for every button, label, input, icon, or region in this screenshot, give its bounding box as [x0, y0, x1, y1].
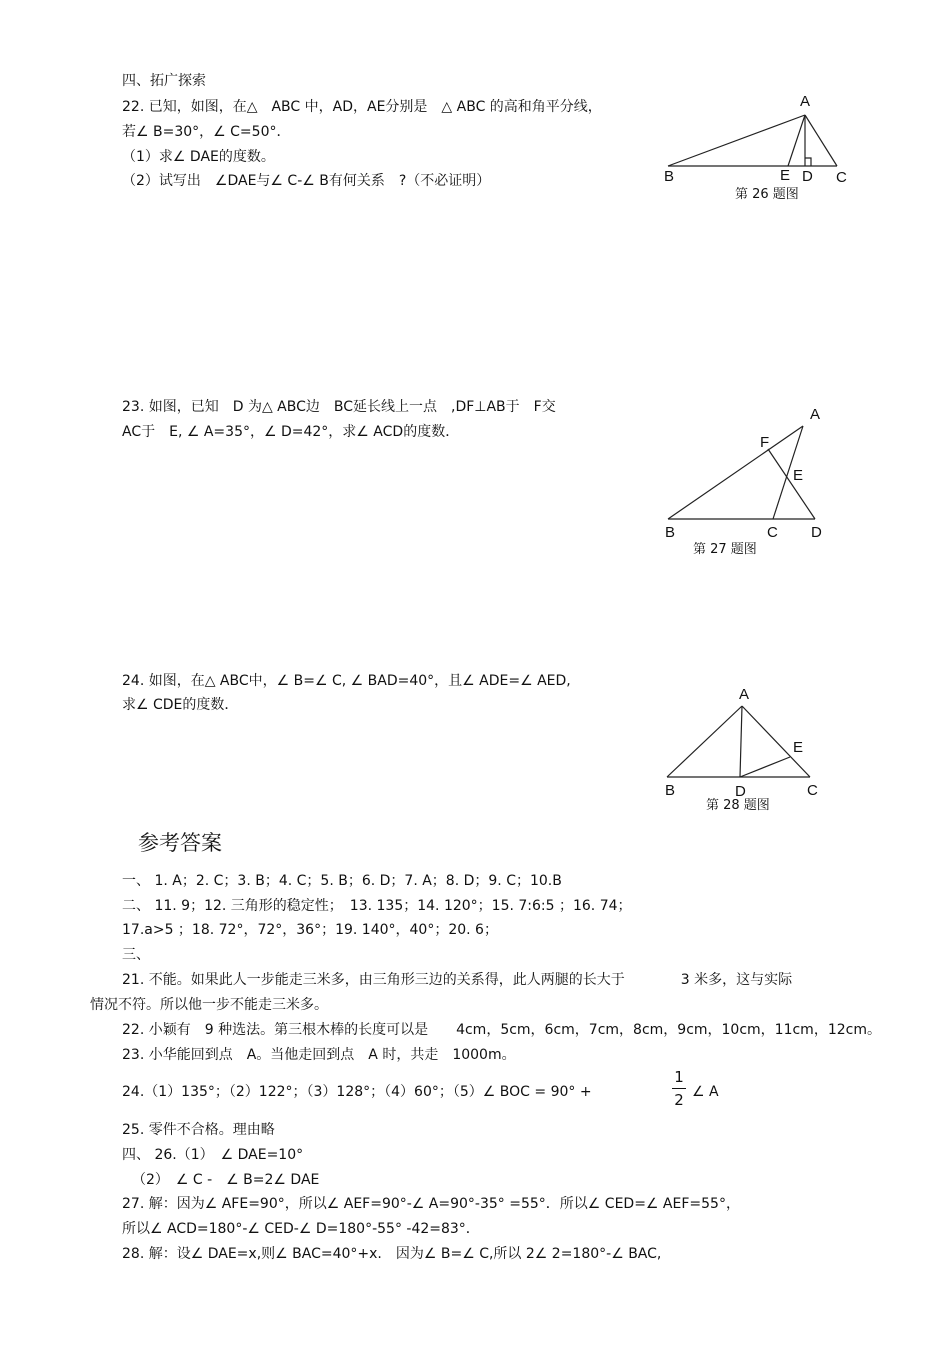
answers-line-11: 四、 26.（1） ∠ DAE=10° — [122, 1147, 304, 1163]
fig27-label-e: E — [793, 467, 804, 484]
answers-line-7: 22. 小颖有 9 种选法。第三根木棒的长度可以是 4cm，5cm，6cm，7cm，8cm，9cm，10cm，11cm，12cm。 — [122, 1022, 881, 1038]
fraction-numerator: 1 — [674, 1068, 684, 1086]
answers-line-1: 一、 1. A；2. C；3. B；4. C；5. B；6. D；7. A；8. D；9. C；10.B — [122, 873, 562, 889]
fig27-label-b: B — [665, 524, 676, 541]
answers-line-13: 27. 解：因为∠ AFE=90°，所以∠ AEF=90°-∠ A=90°-35° =55°．所以∠ CED=∠ AEF=55°， — [122, 1196, 740, 1212]
answers-line-4: 三、 — [122, 947, 150, 963]
answers-fraction — [672, 1068, 686, 1109]
fig26-label-a: A — [800, 93, 811, 110]
q24-line1: 24. 如图，在△ ABC中，∠ B=∠ C, ∠ BAD=40°，且∠ ADE=∠ AED, — [122, 673, 571, 689]
answers-line-6: 情况不符。所以他一步不能走三米多。 — [90, 997, 328, 1013]
q22-line4: （2）试写出 ∠DAE与∠ C-∠ B有何关系 ?（不必证明） — [122, 173, 491, 189]
answers-line-8: 23. 小华能回到点 A。当他走回到点 A 时，共走 1000m。 — [122, 1047, 516, 1063]
fig27-label-d: D — [811, 524, 822, 541]
answers-title: 参考答案 — [138, 831, 222, 855]
answers-line-10: 25. 零件不合格。理由略 — [122, 1122, 275, 1138]
fig28-caption: 第 28 题图 — [706, 798, 770, 813]
fig26-label-d: D — [802, 168, 813, 185]
fig27-caption: 第 27 题图 — [693, 542, 757, 557]
figure-27 — [660, 400, 840, 540]
fig26-label-e: E — [780, 167, 791, 184]
fig26-caption: 第 26 题图 — [735, 187, 799, 202]
fig28-label-c: C — [807, 782, 818, 799]
fig27-label-c: C — [767, 524, 778, 541]
answers-line-5: 21. 不能。如果此人一步能走三米多，由三角形三边的关系得，此人两腿的长大于 3 米多，这与实际 — [122, 972, 793, 988]
answers-line-15: 28. 解：设∠ DAE=x,则∠ BAC=40°+x. 因为∠ B=∠ C,所以 2∠ 2=180°-∠ BAC, — [122, 1246, 662, 1262]
fig27-label-a: A — [810, 406, 821, 423]
section-title: 四、拓广探索 — [122, 73, 206, 89]
q23-line1: 23. 如图，已知 D 为△ ABC边 BC延长线上一点 ,DF⊥AB于 F交 — [122, 399, 556, 415]
answers-line-9: 24.（1）135°；（2）122°；（3）128°；（4）60°；（5）∠ BOC = 90° + — [122, 1084, 592, 1100]
answers-line-3: 17.a>5 ；18. 72°，72°，36°；19. 140°，40°；20. 6； — [122, 922, 498, 938]
fig28-label-b: B — [665, 782, 676, 799]
q23-line2: AC于 E, ∠ A=35°，∠ D=42°，求∠ ACD的度数． — [122, 424, 460, 440]
fig28-label-d: D — [735, 783, 746, 800]
q24-line2: 求∠ CDE的度数． — [122, 697, 239, 713]
answers-line-9-tail: ∠ A — [692, 1084, 719, 1100]
fraction-denominator: 2 — [674, 1091, 684, 1109]
fig26-label-b: B — [664, 168, 675, 185]
figure-28 — [660, 682, 840, 802]
answers-line-14: 所以∠ ACD=180°-∠ CED-∠ D=180°-55° -42=83°． — [122, 1221, 480, 1237]
q22-line1: 22. 已知，如图，在△ ABC 中，AD，AE分别是 △ ABC 的高和角平分线， — [122, 99, 602, 115]
fig26-label-c: C — [836, 169, 847, 186]
q22-line2: 若∠ B=30°，∠ C=50°． — [122, 124, 291, 140]
fig27-label-f: F — [760, 434, 770, 451]
q22-line3: （1）求∠ DAE的度数。 — [122, 149, 275, 165]
fig28-label-e: E — [793, 739, 804, 756]
answers-line-12: （2） ∠ C - ∠ B=2∠ DAE — [132, 1172, 320, 1188]
answers-line-2: 二、 11. 9；12. 三角形的稳定性； 13. 135；14. 120°；15. 7:6:5 ；16. 74； — [122, 898, 632, 914]
fig28-label-a: A — [739, 686, 750, 703]
